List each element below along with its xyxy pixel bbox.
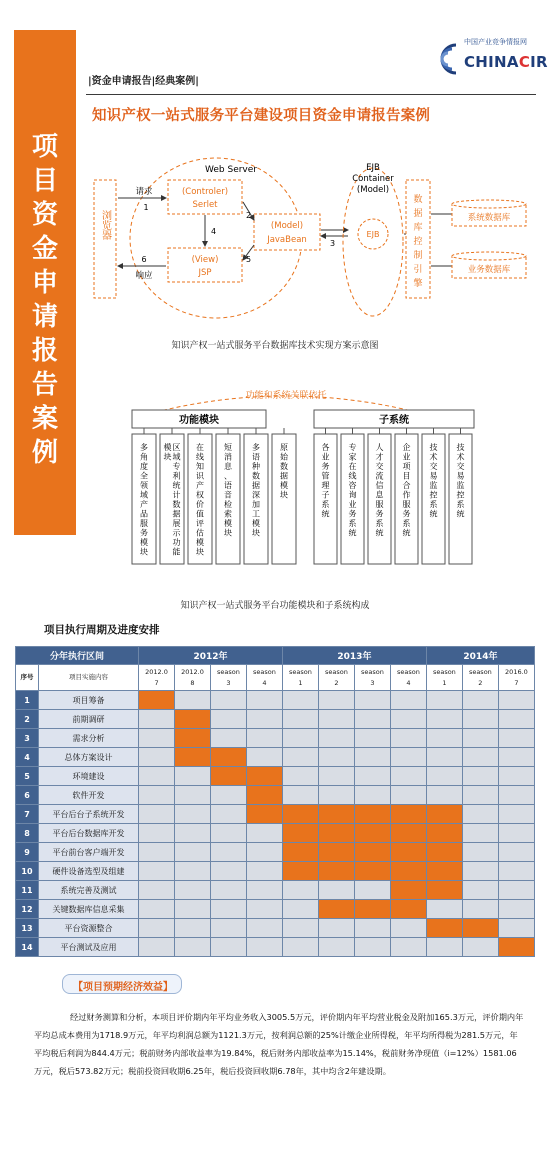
- gantt-cell: [390, 691, 426, 710]
- task-name: 平台后台子系统开发: [39, 805, 139, 824]
- year-header: 2012年: [139, 647, 283, 665]
- task-number: 9: [16, 843, 39, 862]
- gantt-cell: [175, 938, 211, 957]
- gantt-cell: [139, 824, 175, 843]
- task-name: 项目筹备: [39, 691, 139, 710]
- svg-text:3: 3: [330, 239, 336, 248]
- gantt-cell: [498, 786, 534, 805]
- period-header: season 3: [210, 665, 246, 691]
- gantt-cell: [175, 710, 211, 729]
- gantt-cell: [139, 919, 175, 938]
- gantt-cell: [246, 786, 282, 805]
- gantt-cell: [390, 748, 426, 767]
- table-row: [16, 862, 535, 881]
- architecture-diagram: [86, 150, 536, 330]
- func-module-label: 多角度全领域产品服务模块: [140, 443, 148, 557]
- logo-chinese: 中国产业竞争情报网: [464, 38, 527, 46]
- jsp-label: JSP: [198, 268, 212, 278]
- ejb-label: EJB: [366, 230, 380, 239]
- benefit-paragraph: 经过财务测算和分析，本项目评价期内年平均业务收入3005.5万元，评价期内年平均营业税金及附加165.3万元，评价期内年平均总成本费用为1718.9万元，年平均利润总额为1121.3万元，按利润总额的25%计缴企业所得税，年平均所得税为281.5万元，年平均税后利润为844.4万元；税前财务内部收益率为19.84%，税后财务内部收益率为15.14%，税前财务净现值（i=12%）1581.06万元，税后573.82万元；税前投资回收期6.25年，税后投资回收期6.78年，其中均含2年建设期。: [34, 1012, 524, 1076]
- gantt-cell: [175, 900, 211, 919]
- gantt-cell: [354, 748, 390, 767]
- task-name: 环境建设: [39, 767, 139, 786]
- gantt-cell: [282, 710, 318, 729]
- gantt-cell: [462, 938, 498, 957]
- task-number: 3: [16, 729, 39, 748]
- svg-text:Container: Container: [352, 174, 394, 184]
- title-divider: [86, 94, 536, 95]
- gantt-cell: [426, 767, 462, 786]
- gantt-cell: [210, 729, 246, 748]
- gantt-cell: [175, 881, 211, 900]
- gantt-cell: [139, 900, 175, 919]
- gantt-cell: [390, 919, 426, 938]
- gantt-cell: [175, 767, 211, 786]
- task-name: 硬件设备选型及组建: [39, 862, 139, 881]
- gantt-cell: [462, 691, 498, 710]
- gantt-cell: [390, 900, 426, 919]
- gantt-cell: [282, 748, 318, 767]
- sidebar-banner: [14, 30, 76, 535]
- subsystem-label: 技术交易监控系统: [429, 443, 438, 519]
- gantt-cell: [390, 710, 426, 729]
- period-header: season 4: [390, 665, 426, 691]
- gantt-cell: [318, 691, 354, 710]
- period-header: season 1: [426, 665, 462, 691]
- gantt-cell: [139, 881, 175, 900]
- gantt-cell: [175, 919, 211, 938]
- gantt-cell: [282, 919, 318, 938]
- gantt-cell: [462, 919, 498, 938]
- gantt-cell: [175, 862, 211, 881]
- task-name: 平台前台客户端开发: [39, 843, 139, 862]
- period-header: season 2: [462, 665, 498, 691]
- gantt-cell: [210, 900, 246, 919]
- subsystem-label: 企业项目合作服务系统: [402, 443, 411, 538]
- gantt-cell: [462, 710, 498, 729]
- task-number: 6: [16, 786, 39, 805]
- gantt-cell: [390, 862, 426, 881]
- gantt-cell: [210, 881, 246, 900]
- task-number: 14: [16, 938, 39, 957]
- logo-mark-icon: [432, 39, 462, 79]
- gantt-cell: [246, 881, 282, 900]
- gantt-cell: [354, 786, 390, 805]
- table-row: [16, 938, 535, 957]
- task-number: 10: [16, 862, 39, 881]
- subsystem-label: 技术交易监控系统: [456, 443, 465, 519]
- servlet-label: Serlet: [192, 200, 218, 210]
- func-module-label: 短消息、语音检索模块: [224, 443, 232, 538]
- gantt-cell: [354, 767, 390, 786]
- task-number: 1: [16, 691, 39, 710]
- gantt-cell: [498, 691, 534, 710]
- svg-text:EJB: EJB: [366, 163, 380, 173]
- javabean-label: JavaBean: [267, 235, 307, 245]
- gantt-cell: [139, 786, 175, 805]
- gantt-cell: [426, 824, 462, 843]
- gantt-cell: [498, 862, 534, 881]
- diagram1-caption: 知识产权一站式服务平台数据库技术实现方案示意图: [171, 341, 379, 351]
- benefit-title: 【项目预期经济效益】: [73, 982, 173, 993]
- gantt-cell: [210, 862, 246, 881]
- gantt-cell: [390, 881, 426, 900]
- gantt-cell: [462, 729, 498, 748]
- task-name: 关键数据库信息采集: [39, 900, 139, 919]
- gantt-cell: [246, 710, 282, 729]
- chinacir-logo: [432, 37, 548, 81]
- period-header: 2012.0 8: [175, 665, 211, 691]
- gantt-cell: [426, 881, 462, 900]
- period-header: season 3: [354, 665, 390, 691]
- gantt-cell: [318, 919, 354, 938]
- gantt-cell: [498, 710, 534, 729]
- gantt-cell: [426, 729, 462, 748]
- db-engine-label: 数据库控制引擎: [413, 195, 423, 289]
- gantt-cell: [498, 881, 534, 900]
- gantt-cell: [246, 748, 282, 767]
- no-header: 序号: [16, 665, 39, 691]
- svg-text:1: 1: [143, 203, 149, 212]
- gantt-cell: [139, 938, 175, 957]
- gantt-cell: [462, 786, 498, 805]
- gantt-cell: [210, 691, 246, 710]
- gantt-cell: [246, 824, 282, 843]
- gantt-cell: [246, 862, 282, 881]
- table-row: [16, 729, 535, 748]
- gantt-cell: [246, 729, 282, 748]
- gantt-cell: [175, 729, 211, 748]
- task-name: 总体方案设计: [39, 748, 139, 767]
- gantt-cell: [246, 805, 282, 824]
- gantt-cell: [426, 938, 462, 957]
- gantt-cell: [210, 710, 246, 729]
- table-row: [16, 767, 535, 786]
- task-number: 13: [16, 919, 39, 938]
- table-row: [16, 824, 535, 843]
- gantt-cell: [354, 710, 390, 729]
- gantt-cell: [354, 900, 390, 919]
- gantt-cell: [282, 881, 318, 900]
- gantt-cell: [318, 824, 354, 843]
- gantt-cell: [426, 862, 462, 881]
- gantt-cell: [210, 824, 246, 843]
- task-name: 平台资源整合: [39, 919, 139, 938]
- gantt-cell: [498, 805, 534, 824]
- gantt-cell: [282, 805, 318, 824]
- gantt-cell: [139, 748, 175, 767]
- modules-diagram: [86, 384, 536, 592]
- gantt-cell: [139, 767, 175, 786]
- gantt-cell: [210, 786, 246, 805]
- year-header: 2013年: [282, 647, 426, 665]
- gantt-cell: [139, 805, 175, 824]
- task-number: 12: [16, 900, 39, 919]
- gantt-cell: [354, 862, 390, 881]
- task-number: 8: [16, 824, 39, 843]
- gantt-cell: [139, 862, 175, 881]
- subsystem-label: 人才交流信息服务系统: [375, 443, 384, 538]
- gantt-cell: [390, 824, 426, 843]
- gantt-cell: [498, 824, 534, 843]
- gantt-cell: [498, 919, 534, 938]
- gantt-cell: [354, 691, 390, 710]
- gantt-cell: [426, 843, 462, 862]
- gantt-cell: [139, 843, 175, 862]
- table-row: [16, 691, 535, 710]
- gantt-cell: [462, 824, 498, 843]
- logo-english: CHINACIR: [464, 53, 548, 71]
- gantt-cell: [175, 691, 211, 710]
- gantt-cell: [175, 786, 211, 805]
- gantt-cell: [246, 938, 282, 957]
- gantt-cell: [390, 767, 426, 786]
- gantt-cell: [318, 900, 354, 919]
- func-module-label: 原始数据模块: [280, 443, 288, 500]
- gantt-cell: [426, 748, 462, 767]
- gantt-cell: [210, 919, 246, 938]
- link-label: 功能和系统关联依托: [245, 391, 327, 401]
- gantt-cell: [210, 748, 246, 767]
- gantt-cell: [426, 786, 462, 805]
- gantt-cell: [246, 900, 282, 919]
- subsystem-label: 专家在线咨询业务系统: [348, 443, 357, 538]
- model-label: (Model): [270, 221, 304, 231]
- gantt-cell: [282, 938, 318, 957]
- task-number: 4: [16, 748, 39, 767]
- gantt-cell: [354, 805, 390, 824]
- gantt-cell: [318, 748, 354, 767]
- diagram2-caption: 知识产权一站式服务平台功能模块和子系统构成: [180, 601, 370, 611]
- period-header: 2016.0 7: [498, 665, 534, 691]
- gantt-cell: [462, 900, 498, 919]
- gantt-cell: [282, 824, 318, 843]
- gantt-cell: [210, 938, 246, 957]
- gantt-cell: [318, 786, 354, 805]
- content-header: 项目实施内容: [39, 665, 139, 691]
- task-name: 平台后台数据库开发: [39, 824, 139, 843]
- task-name: 软件开发: [39, 786, 139, 805]
- gantt-cell: [318, 710, 354, 729]
- period-header: season 2: [318, 665, 354, 691]
- gantt-cell: [426, 710, 462, 729]
- task-number: 2: [16, 710, 39, 729]
- gantt-cell: [462, 881, 498, 900]
- table-row: [16, 805, 535, 824]
- gantt-cell: [246, 691, 282, 710]
- gantt-cell: [175, 805, 211, 824]
- gantt-cell: [498, 843, 534, 862]
- gantt-cell: [139, 729, 175, 748]
- gantt-cell: [498, 748, 534, 767]
- gantt-cell: [246, 767, 282, 786]
- task-number: 7: [16, 805, 39, 824]
- gantt-cell: [390, 843, 426, 862]
- web-server-label: Web Server: [205, 165, 257, 175]
- func-module-label: 区域专利统计数据展示功能模块: [163, 443, 181, 557]
- gantt-cell: [318, 767, 354, 786]
- gantt-cell: [318, 805, 354, 824]
- gantt-cell: [390, 938, 426, 957]
- gantt-cell: [318, 843, 354, 862]
- svg-text:(Model): (Model): [356, 185, 390, 195]
- gantt-cell: [282, 862, 318, 881]
- gantt-cell: [175, 748, 211, 767]
- gantt-cell: [210, 843, 246, 862]
- svg-text:6: 6: [141, 255, 147, 264]
- func-module-label: 在线知识产权价值评估模块: [196, 443, 204, 557]
- phase-header: 分年执行区间: [16, 647, 139, 665]
- gantt-cell: [498, 938, 534, 957]
- gantt-cell: [282, 900, 318, 919]
- breadcrumb: |资金申请报告|经典案例|: [88, 76, 199, 87]
- gantt-cell: [246, 919, 282, 938]
- svg-text:4: 4: [211, 227, 217, 236]
- gantt-cell: [318, 729, 354, 748]
- gantt-cell: [462, 767, 498, 786]
- task-name: 前期调研: [39, 710, 139, 729]
- gantt-cell: [354, 843, 390, 862]
- table-row: [16, 919, 535, 938]
- gantt-cell: [318, 938, 354, 957]
- svg-text:5: 5: [246, 255, 252, 264]
- system-db-label: 系统数据库: [467, 213, 511, 223]
- table-row: [16, 900, 535, 919]
- gantt-cell: [390, 805, 426, 824]
- schedule-heading: 项目执行周期及进度安排: [44, 624, 160, 636]
- benefit-title-box: [62, 974, 182, 994]
- sidebar-title: 项 目 资 金 申 请 报 告 案 例: [31, 132, 58, 468]
- gantt-cell: [498, 729, 534, 748]
- table-row: [16, 843, 535, 862]
- gantt-cell: [354, 938, 390, 957]
- business-db-label: 业务数据库: [467, 265, 511, 275]
- gantt-cell: [282, 843, 318, 862]
- gantt-cell: [318, 881, 354, 900]
- gantt-cell: [246, 843, 282, 862]
- gantt-cell: [354, 881, 390, 900]
- view-label: (View): [191, 255, 219, 265]
- gantt-cell: [282, 767, 318, 786]
- gantt-cell: [139, 710, 175, 729]
- gantt-cell: [282, 691, 318, 710]
- gantt-cell: [318, 862, 354, 881]
- gantt-cell: [210, 805, 246, 824]
- task-number: 11: [16, 881, 39, 900]
- gantt-cell: [462, 862, 498, 881]
- gantt-cell: [282, 729, 318, 748]
- gantt-cell: [426, 900, 462, 919]
- gantt-cell: [498, 767, 534, 786]
- gantt-cell: [175, 843, 211, 862]
- gantt-cell: [462, 843, 498, 862]
- browser-label: 浏览器: [99, 210, 111, 240]
- svg-text:2: 2: [246, 211, 252, 220]
- table-row: [16, 786, 535, 805]
- response-label: 响应: [135, 271, 153, 281]
- gantt-cell: [426, 919, 462, 938]
- page-title: 知识产权一站式服务平台建设项目资金申请报告案例: [92, 107, 431, 124]
- gantt-cell: [390, 786, 426, 805]
- func-title: 功能模块: [179, 415, 219, 426]
- gantt-cell: [175, 824, 211, 843]
- gantt-cell: [390, 729, 426, 748]
- gantt-cell: [462, 805, 498, 824]
- gantt-cell: [354, 824, 390, 843]
- gantt-cell: [282, 786, 318, 805]
- gantt-cell: [498, 900, 534, 919]
- schedule-table: [15, 646, 535, 957]
- controller-label: (Controler): [181, 187, 229, 197]
- gantt-cell: [210, 767, 246, 786]
- gantt-cell: [139, 691, 175, 710]
- table-row: [16, 881, 535, 900]
- gantt-cell: [462, 748, 498, 767]
- period-header: season 1: [282, 665, 318, 691]
- gantt-cell: [354, 729, 390, 748]
- task-number: 5: [16, 767, 39, 786]
- gantt-cell: [426, 805, 462, 824]
- task-name: 系统完善及测试: [39, 881, 139, 900]
- task-name: 平台测试及应用: [39, 938, 139, 957]
- year-header: 2014年: [426, 647, 534, 665]
- period-header: season 4: [246, 665, 282, 691]
- gantt-cell: [426, 691, 462, 710]
- period-header: 2012.0 7: [139, 665, 175, 691]
- sub-title: 子系统: [379, 415, 409, 426]
- func-module-label: 多语种数据深加工模块: [252, 443, 260, 538]
- task-name: 需求分析: [39, 729, 139, 748]
- request-label: 请求: [135, 187, 153, 197]
- gantt-cell: [354, 919, 390, 938]
- table-row: [16, 710, 535, 729]
- subsystem-label: 各业务管理子系统: [321, 443, 330, 519]
- table-row: [16, 748, 535, 767]
